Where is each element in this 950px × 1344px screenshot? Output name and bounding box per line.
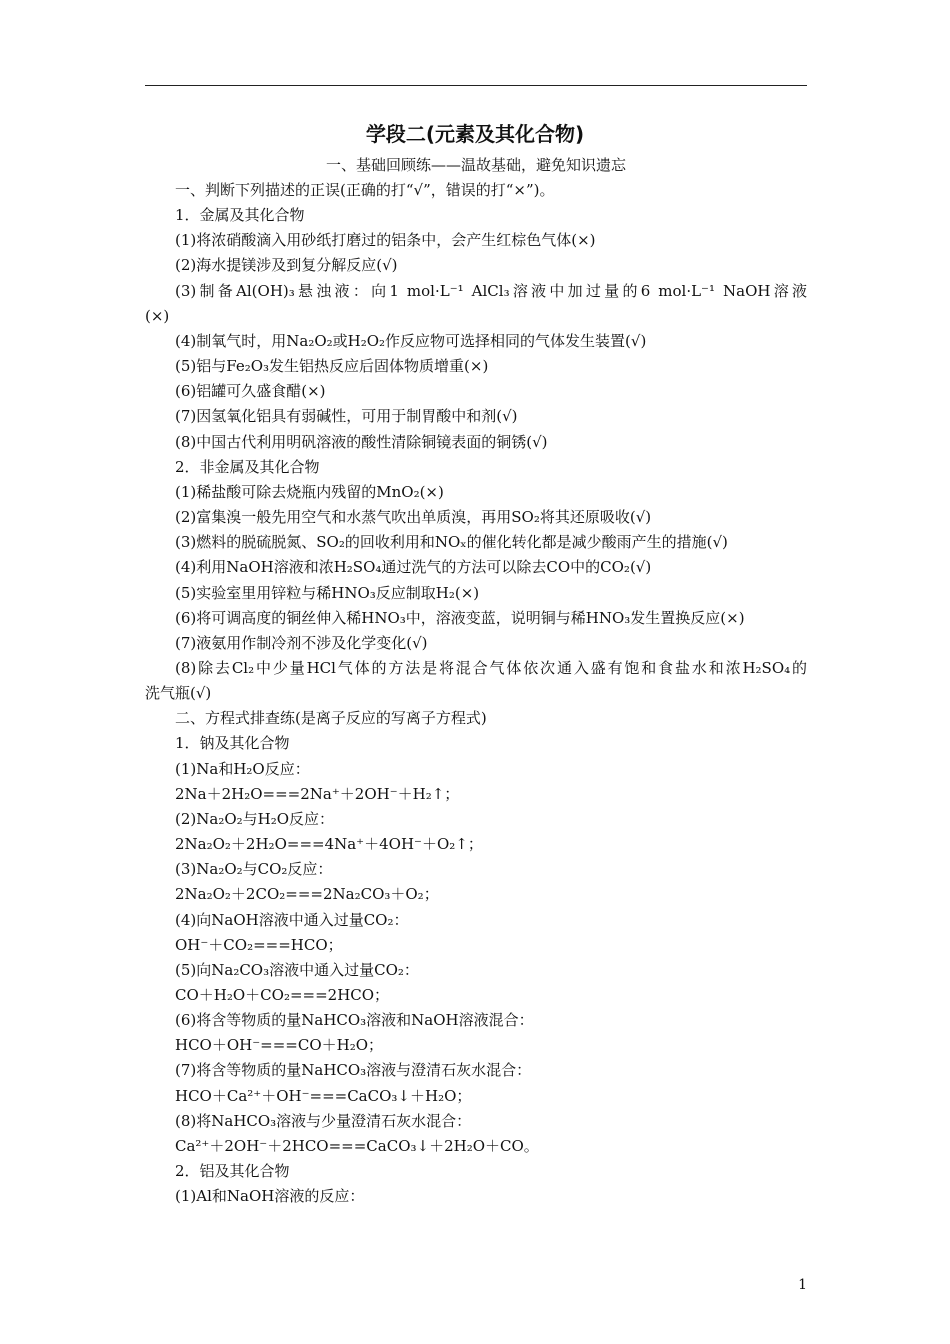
equation: 2Na＋2H₂O===2Na⁺＋2OH⁻＋H₂↑； xyxy=(175,784,460,803)
judgement-item: (5)铝与Fe₂O₃发生铝热反应后固体物质增重(×) xyxy=(175,357,489,376)
document-body xyxy=(145,178,807,1209)
judgement-item: (3)燃料的脱硫脱氮、SO₂的回收利用和NOₓ的催化转化都是减少酸雨产生的措施(√) xyxy=(175,533,728,552)
judgement-item-continuation: (×) xyxy=(145,306,170,325)
equation-prompt: (3)Na₂O₂与CO₂反应： xyxy=(175,860,333,879)
judgement-item: (6)将可调高度的铜丝伸入稀HNO₃中，溶液变蓝，说明铜与稀HNO₃发生置换反应(×) xyxy=(175,608,745,627)
document-title: 学段二(元素及其化合物) xyxy=(365,122,585,146)
equation-prompt: (1)Na和H₂O反应： xyxy=(175,759,310,778)
page-number: 1 xyxy=(798,1277,807,1293)
judgement-item-continuation: 洗气瓶(√) xyxy=(145,684,212,703)
equation: CO＋H₂O＋CO₂===2HCO； xyxy=(175,986,390,1004)
section-heading: 一、判断下列描述的正误(正确的打“√”，错误的打“×”)。 xyxy=(175,181,555,199)
equation-prompt: (6)将含等物质的量NaHCO₃溶液和NaOH溶液混合： xyxy=(175,1011,534,1030)
judgement-item: (4)制氧气时，用Na₂O₂或H₂O₂作反应物可选择相同的气体发生装置(√) xyxy=(175,331,647,350)
equation: HCO＋OH⁻===CO＋H₂O； xyxy=(175,1036,384,1055)
equation: 2Na₂O₂＋2CO₂===2Na₂CO₃＋O₂； xyxy=(175,885,439,904)
equation-prompt: (1)Al和NaOH溶液的反应： xyxy=(175,1187,365,1206)
judgement-item: (1)将浓硝酸滴入用砂纸打磨过的铝条中，会产生红棕色气体(×) xyxy=(175,231,596,250)
subsection-heading: 1．金属及其化合物 xyxy=(175,206,305,225)
section-heading: 二、方程式排查练(是离子反应的写离子方程式) xyxy=(175,709,487,728)
equation-prompt: (8)将NaHCO₃溶液与少量澄清石灰水混合： xyxy=(175,1111,472,1130)
subsection-heading: 2．非金属及其化合物 xyxy=(175,457,320,476)
equation: OH⁻＋CO₂===HCO； xyxy=(175,935,343,954)
equation-prompt: (5)向Na₂CO₃溶液中通入过量CO₂： xyxy=(175,960,419,979)
judgement-item: (4)利用NaOH溶液和浓H₂SO₄通过洗气的方法可以除去CO中的CO₂(√) xyxy=(175,558,652,577)
subsection-heading: 1．钠及其化合物 xyxy=(175,734,290,753)
judgement-item: (7)因氢氧化铝具有弱碱性，可用于制胃酸中和剂(√) xyxy=(175,407,518,426)
judgement-item: (6)铝罐可久盛食醋(×) xyxy=(175,382,326,401)
judgement-item: (5)实验室里用锌粒与稀HNO₃反应制取H₂(×) xyxy=(175,583,480,602)
equation: Ca²⁺＋2OH⁻＋2HCO===CaCO₃↓＋2H₂O＋CO。 xyxy=(175,1136,539,1155)
judgement-item: (8)中国古代利用明矾溶液的酸性清除铜镜表面的铜锈(√) xyxy=(175,432,548,451)
equation-prompt: (4)向NaOH溶液中通入过量CO₂： xyxy=(175,910,409,929)
equation-prompt: (2)Na₂O₂与H₂O反应： xyxy=(175,809,335,828)
judgement-item: (7)液氨用作制冷剂不涉及化学变化(√) xyxy=(175,633,428,652)
judgement-item: (1)稀盐酸可除去烧瓶内残留的MnO₂(×) xyxy=(175,482,444,501)
equation: HCO＋Ca²⁺＋OH⁻===CaCO₃↓＋H₂O； xyxy=(175,1086,472,1105)
judgement-item: (2)海水提镁涉及到复分解反应(√) xyxy=(175,256,398,275)
judgement-item: (3)制备Al(OH)₃悬浊液：向1 mol·L⁻¹ AlCl₃溶液中加过量的6 mol·L⁻¹ NaOH溶液 xyxy=(175,281,807,300)
header-rule xyxy=(145,85,807,86)
equation-prompt: (7)将含等物质的量NaHCO₃溶液与澄清石灰水混合： xyxy=(175,1061,532,1080)
judgement-item: (8)除去Cl₂中少量HCl气体的方法是将混合气体依次通入盛有饱和食盐水和浓H₂SO₄的 xyxy=(175,658,807,677)
judgement-item: (2)富集溴一般先用空气和水蒸气吹出单质溴，再用SO₂将其还原吸收(√) xyxy=(175,508,652,527)
equation: 2Na₂O₂＋2H₂O===4Na⁺＋4OH⁻＋O₂↑； xyxy=(175,835,483,854)
document-subtitle: 一、基础回顾练——温故基础，避免知识遗忘 xyxy=(325,156,626,174)
subsection-heading: 2．铝及其化合物 xyxy=(175,1162,290,1181)
